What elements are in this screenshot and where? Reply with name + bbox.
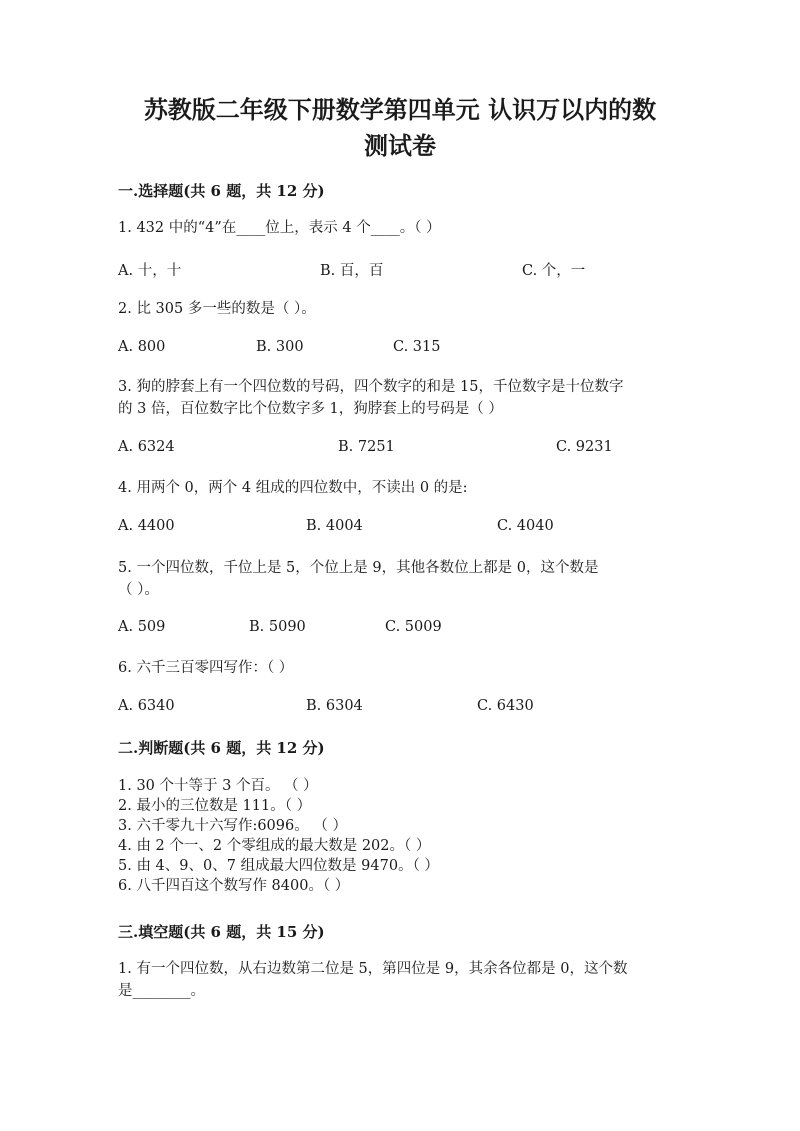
fill-question-1-line-2: 是________。 bbox=[118, 983, 205, 999]
tf-item-2: 2. 最小的三位数是 111。（ ） bbox=[118, 798, 312, 814]
tf-item-5: 5. 由 4、9、0、7 组成最大四位数是 9470。（ ） bbox=[118, 858, 439, 874]
q3-option-c: C. 9231 bbox=[556, 439, 613, 455]
q4-option-b: B. 4004 bbox=[306, 518, 363, 534]
q4-option-c: C. 4040 bbox=[497, 518, 554, 534]
question-5-line-2: （ ）。 bbox=[118, 582, 159, 598]
q3-option-b: B. 7251 bbox=[338, 439, 395, 455]
question-5 bbox=[118, 557, 688, 601]
q2-option-a: A. 800 bbox=[118, 339, 166, 355]
q6-option-b: B. 6304 bbox=[306, 698, 363, 714]
q5-option-a: A. 509 bbox=[118, 619, 166, 635]
q6-option-c: C. 6430 bbox=[477, 698, 534, 714]
section-heading-true-false: 二.判断题(共 6 题，共 12 分) bbox=[118, 739, 325, 757]
fill-question-1 bbox=[118, 958, 688, 1002]
question-5-line-1: 5. 一个四位数，千位上是 5，个位上是 9，其他各数位上都是 0，这个数是 bbox=[118, 560, 599, 576]
fill-question-1-line-1: 1. 有一个四位数，从右边数第二位是 5，第四位是 9，其余各位都是 0，这个数 bbox=[118, 961, 628, 977]
q1-option-b: B. 百，百 bbox=[320, 263, 384, 279]
section-heading-fill-blank: 三.填空题(共 6 题，共 15 分) bbox=[118, 923, 325, 941]
tf-item-3: 3. 六千零九十六写作:6096。 （ ） bbox=[118, 818, 347, 834]
q3-option-a: A. 6324 bbox=[118, 439, 175, 455]
q2-option-b: B. 300 bbox=[256, 339, 304, 355]
question-3-line-1: 3. 狗的脖套上有一个四位数的号码，四个数字的和是 15，千位数字是十位数字 bbox=[118, 379, 624, 395]
title-line-1: 苏教版二年级下册数学第四单元 认识万以内的数 bbox=[143, 95, 657, 124]
section-heading-choice: 一.选择题(共 6 题，共 12 分) bbox=[118, 182, 325, 200]
q6-option-a: A. 6340 bbox=[118, 698, 175, 714]
q4-option-a: A. 4400 bbox=[118, 518, 175, 534]
q2-option-c: C. 315 bbox=[393, 339, 441, 355]
tf-item-6: 6. 八千四百这个数写作 8400。（ ） bbox=[118, 878, 350, 894]
question-1: 1. 432 中的“4”在____位上，表示 4 个____。（ ） bbox=[118, 220, 441, 236]
question-4: 4. 用两个 0，两个 4 组成的四位数中，不读出 0 的是: bbox=[118, 480, 468, 496]
tf-item-4: 4. 由 2 个一、2 个零组成的最大数是 202。（ ） bbox=[118, 838, 431, 854]
q1-option-c: C. 个，一 bbox=[522, 263, 586, 279]
exam-title bbox=[120, 92, 680, 164]
q5-option-c: C. 5009 bbox=[385, 619, 442, 635]
question-2: 2. 比 305 多一些的数是（ ）。 bbox=[118, 301, 316, 317]
q5-option-b: B. 5090 bbox=[249, 619, 306, 635]
tf-item-1: 1. 30 个十等于 3 个百。 （ ） bbox=[118, 778, 318, 794]
q1-option-a: A. 十，十 bbox=[118, 263, 182, 279]
question-3 bbox=[118, 376, 688, 420]
title-line-2: 测试卷 bbox=[364, 131, 436, 160]
question-6: 6. 六千三百零四写作：（ ） bbox=[118, 660, 294, 676]
question-3-line-2: 的 3 倍，百位数字比个位数字多 1，狗脖套上的号码是（ ） bbox=[118, 401, 503, 417]
